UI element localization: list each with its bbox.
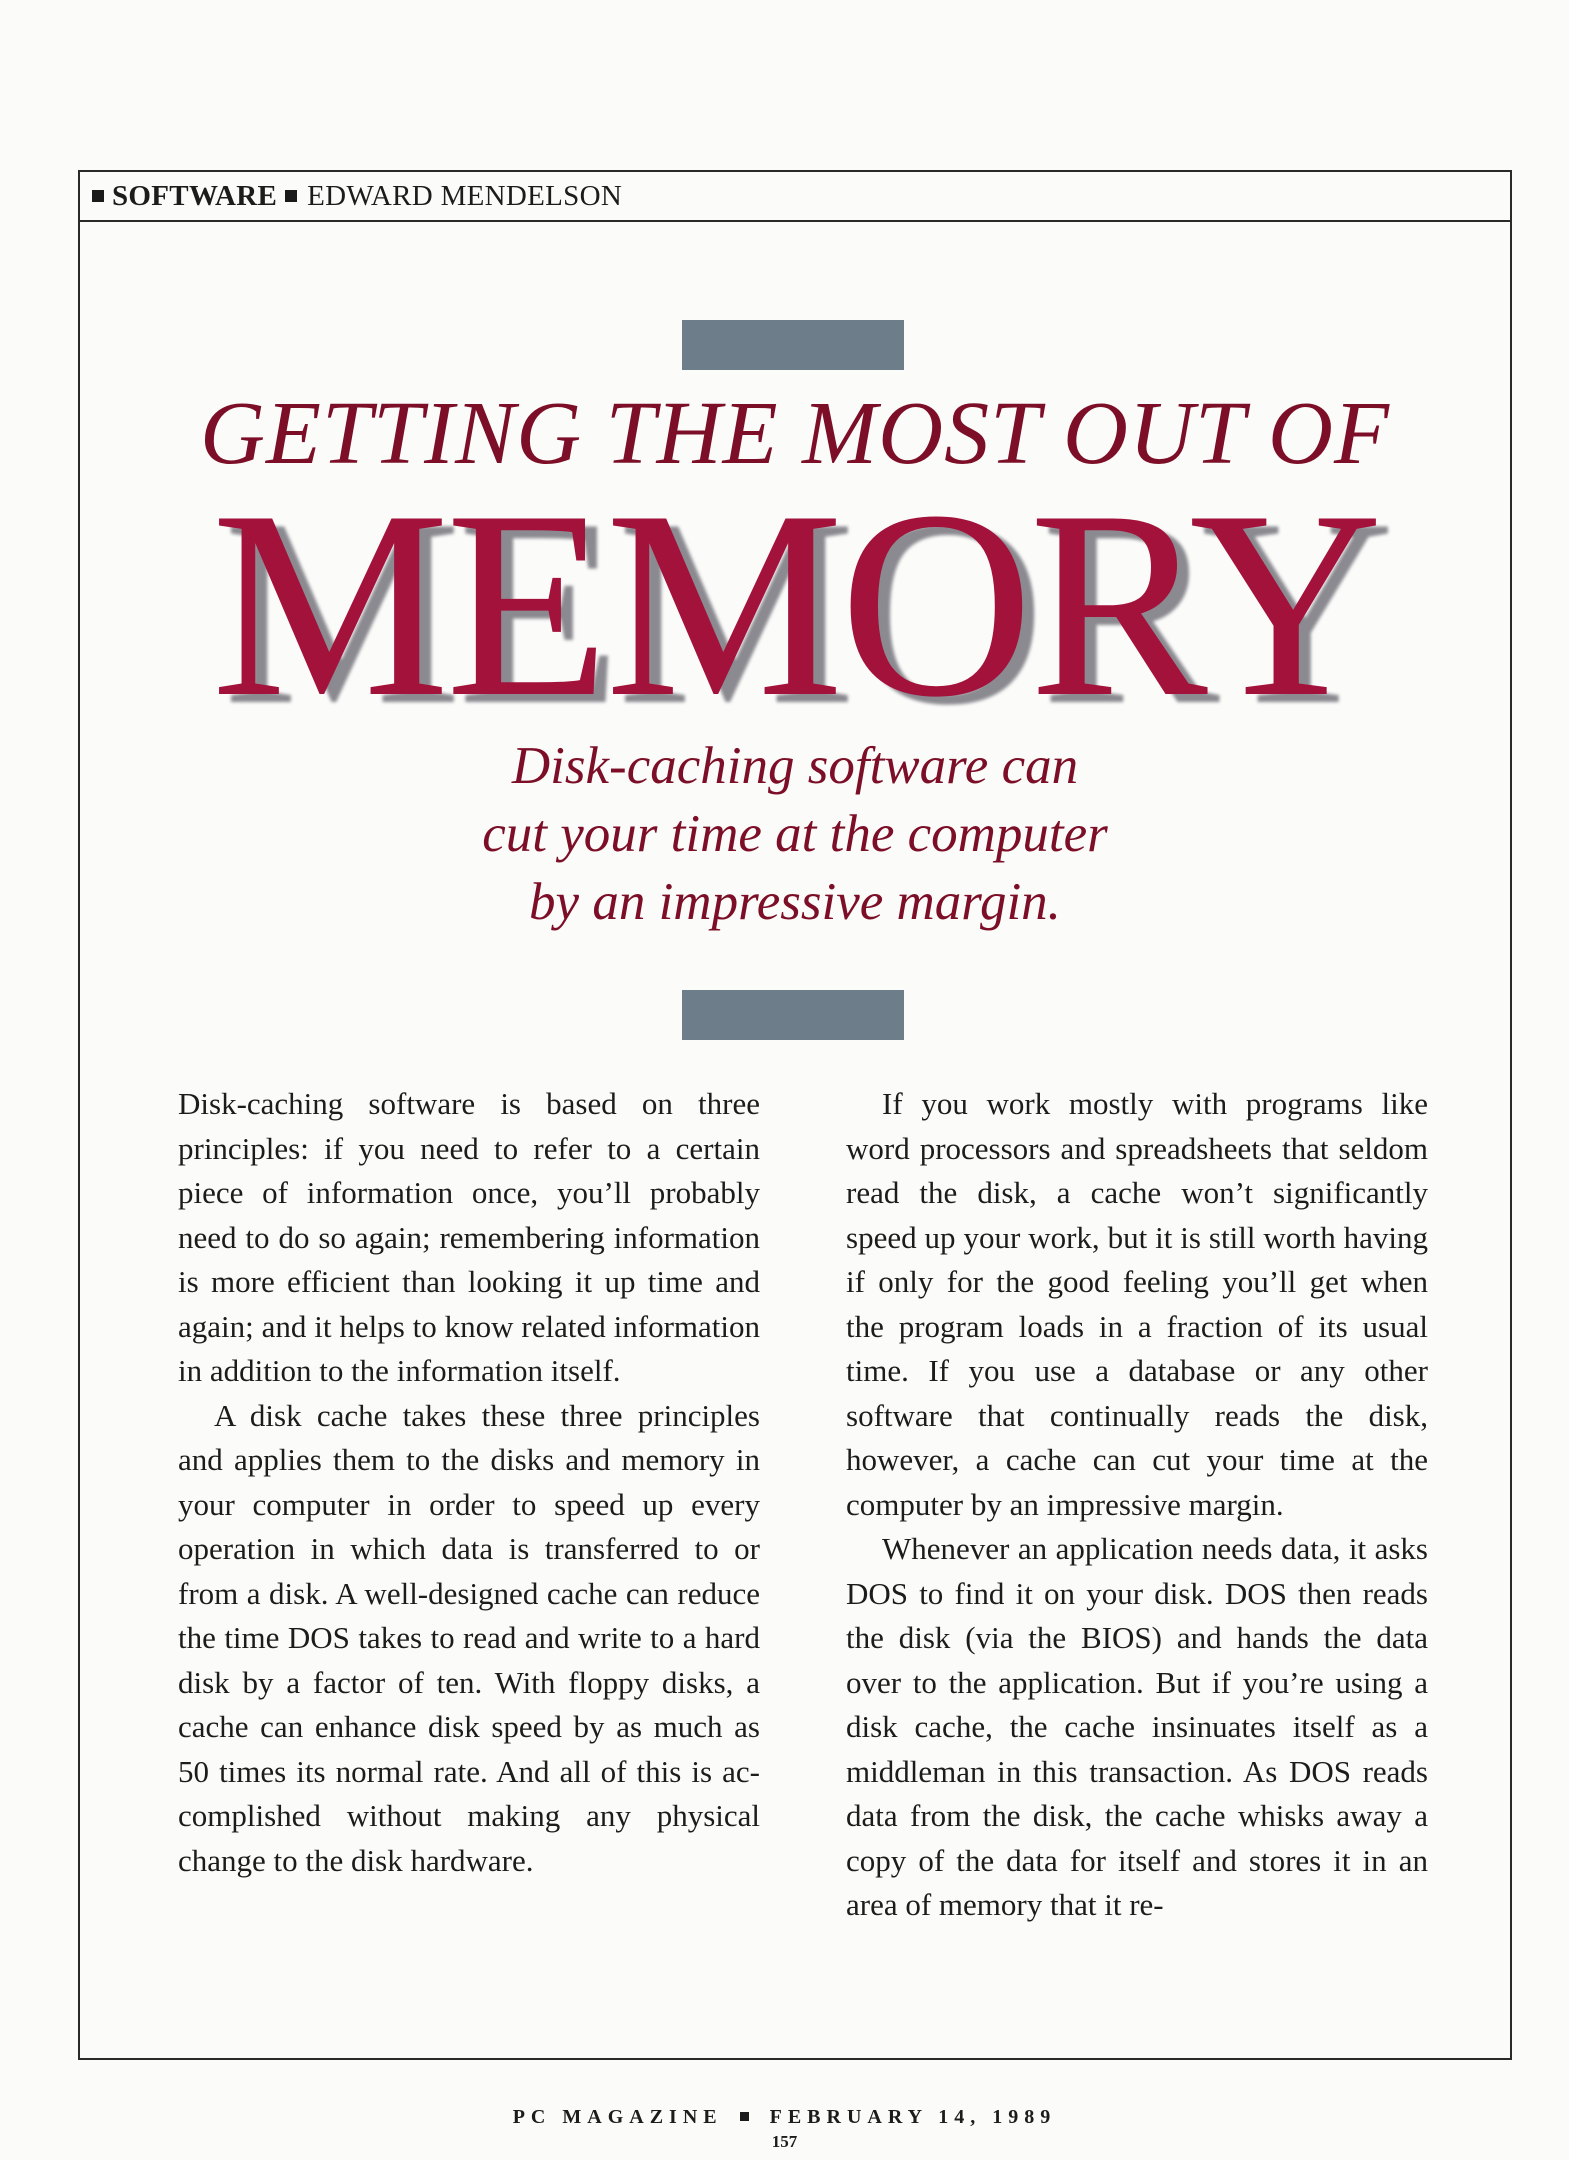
section-label: SOFTWARE <box>112 179 278 212</box>
subtitle <box>80 732 1510 936</box>
footer <box>0 2106 1569 2129</box>
subtitle-line: by an impressive margin. <box>529 873 1061 931</box>
body-paragraph: If you work mostly with programs like word processors and spreadsheets that seldom read the disk, a cache won’t significantly speed up your work, but it is still worth having if only for the good feeling you’ll get when the program loads in a fraction of its usual time. If you use a database or any other software that continually reads the disk, however, a cache can cut your time at the computer by an impressive margin. <box>846 1086 1428 1522</box>
header-strip <box>80 172 1510 222</box>
body-column-left <box>178 1082 760 1928</box>
subtitle-line: Disk-caching software can <box>511 737 1079 795</box>
square-bullet-icon <box>740 2112 749 2121</box>
article-frame <box>78 170 1512 2060</box>
body-paragraph: Disk-caching software is based on three principles: if you need to refer to a certain piece of information once, you’ll probably need to do so again; remembering information is more efficient than looking it up time and again; and it helps to know related information in addition to the information itself. <box>178 1086 760 1388</box>
body-paragraph: A disk cache takes these three principles and applies them to the disks and memory in your computer in order to speed up every operation in which data is transferred to or from a disk. A well-designed cache can reduce the time DOS takes to read and write to a hard disk by a factor of ten. With floppy disks, a cache can enhance disk speed by as much as 50 times its normal rate. And all of this is accomplished without making any physical change to the disk hardware. <box>178 1397 760 1878</box>
body-column-right <box>846 1082 1428 1928</box>
body-columns <box>178 1082 1428 1928</box>
title-kicker: GETTING THE MOST OUT OF <box>200 384 1390 483</box>
footer-date: FEBRUARY 14, 1989 <box>769 2106 1057 2128</box>
title-main: MEMORY <box>211 455 1379 752</box>
decorative-bar-top <box>682 320 904 370</box>
subtitle-line: cut your time at the computer <box>482 805 1108 863</box>
author-byline: EDWARD MENDELSON <box>307 179 623 212</box>
square-bullet-icon <box>92 190 104 202</box>
page-number: 157 <box>771 2132 798 2151</box>
body-paragraph: Whenever an application needs data, it asks DOS to find it on your disk. DOS then reads the disk (via the BIOS) and hands the data over to the application. But if you’re using a disk cache, the cache insinuates itself as a middleman in this transaction. As DOS reads data from the disk, the cache whisks away a copy of the data for itself and stores it in an area of memory that it re- <box>846 1531 1428 1922</box>
footer-magazine: PC MAGAZINE <box>512 2106 723 2128</box>
decorative-bar-bottom <box>682 990 904 1040</box>
square-bullet-icon <box>285 190 297 202</box>
